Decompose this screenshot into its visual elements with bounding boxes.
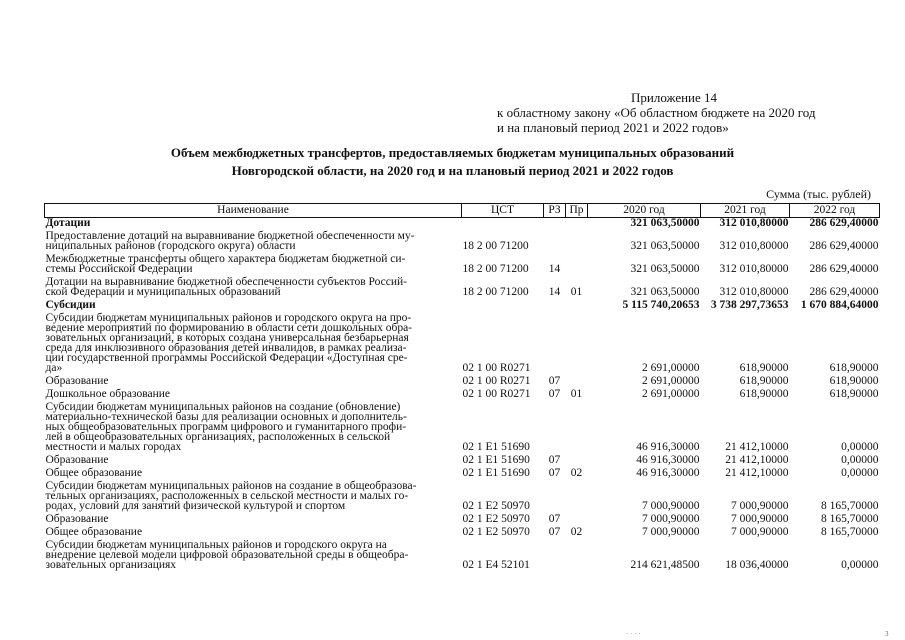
header-2021: 2021 год: [701, 204, 790, 218]
table-row: [45, 465, 880, 478]
row-2022-cell: 286 629,40000: [809, 286, 879, 298]
row-2022-cell: 286 629,40000: [809, 240, 879, 252]
units-label: Сумма (тыс. рублей): [766, 187, 871, 201]
row-name-cell: Субсидии бюджетам муниципальных районов и городского округа на внедрение целевой модели цифровой образовательной среды в общеобра- зовательных организациях: [45, 539, 409, 571]
title-line2: Новгородской области, на 2020 год и на плановый период 2021 и 2022 годов: [231, 163, 674, 178]
row-rz-cell: 07: [548, 388, 561, 400]
title-line1: Объем межбюджетных трансфертов, предоставляемых бюджетам муниципальных образований: [170, 145, 735, 160]
document-title: [0, 144, 905, 180]
header-rz: РЗ: [544, 204, 566, 218]
row-2021-cell: 618,90000: [739, 375, 789, 387]
row-pr-cell: 01: [570, 286, 583, 298]
row-2020-cell: 2 691,00000: [642, 375, 700, 387]
row-2021-cell: 312 010,80000: [719, 217, 789, 229]
row-cst-cell: 18 2 00 71200: [462, 263, 529, 275]
row-2020-cell: 46 916,30000: [636, 454, 700, 466]
table-row: [45, 297, 880, 310]
row-2021-cell: 21 412,10000: [725, 454, 789, 466]
row-2020-cell: 46 916,30000: [636, 441, 700, 453]
row-rz-cell: 07: [548, 467, 561, 479]
table-body: [45, 218, 880, 571]
appendix-number: Приложение 14: [631, 90, 718, 105]
row-2022-cell: 8 165,70000: [821, 500, 879, 512]
row-2022-cell: 618,90000: [829, 375, 879, 387]
row-rz-cell: 07: [548, 375, 561, 387]
row-2022-cell: 0,00000: [841, 454, 879, 466]
table-header-row: [45, 204, 880, 218]
row-cst-cell: 02 1 E1 51690: [462, 441, 530, 453]
row-rz-cell: 07: [548, 513, 561, 525]
row-2021-cell: 312 010,80000: [719, 240, 789, 252]
row-pr-cell: [566, 452, 588, 465]
row-2022-cell: 0,00000: [841, 441, 879, 453]
table-row: [45, 251, 880, 274]
row-name-cell: Образование: [45, 454, 109, 466]
row-2021-cell: 3 738 297,73653: [710, 299, 789, 311]
row-2022-cell: 618,90000: [829, 388, 879, 400]
row-pr-cell: [566, 251, 588, 274]
row-2021-cell: 312 010,80000: [719, 286, 789, 298]
row-pr-cell: 02: [570, 467, 583, 479]
table-row: [45, 274, 880, 297]
row-2020-cell: 321 063,50000: [630, 263, 700, 275]
row-cst-cell: 02 1 E2 50970: [462, 526, 530, 538]
row-pr-cell: [566, 511, 588, 524]
table-row: [45, 373, 880, 386]
appendix-header: [497, 90, 816, 135]
row-2022-cell: 1 670 884,64000: [800, 299, 879, 311]
table-row: [45, 524, 880, 537]
row-2020-cell: 46 916,30000: [636, 467, 700, 479]
row-name-cell: Субсидии: [45, 299, 96, 311]
row-rz-cell: 07: [548, 454, 561, 466]
row-cst-cell: 18 2 00 71200: [462, 286, 529, 298]
row-rz-cell: [544, 228, 566, 251]
row-pr-cell: [566, 218, 588, 229]
row-pr-cell: 01: [570, 388, 583, 400]
table-row: [45, 478, 880, 511]
row-pr-cell: [566, 373, 588, 386]
table-row: [45, 399, 880, 452]
row-pr-cell: [566, 478, 588, 511]
row-name-cell: Межбюджетные трансферты общего характера бюджетам бюджетной си- стемы Российской Федерации: [45, 253, 406, 275]
row-rz-cell: 07: [548, 526, 561, 538]
row-cst-cell: 02 1 00 R0271: [462, 362, 531, 374]
row-cst-cell: 02 1 00 R0271: [462, 388, 531, 400]
row-pr-cell: [566, 310, 588, 373]
row-rz-cell: [544, 310, 566, 373]
header-cst: ЦСТ: [462, 204, 544, 218]
table-row: [45, 218, 880, 229]
row-2022-cell: 0,00000: [841, 467, 879, 479]
row-2022-cell: 618,90000: [829, 362, 879, 374]
row-rz-cell: [544, 478, 566, 511]
row-pr-cell: [566, 297, 588, 310]
table-row: [45, 537, 880, 570]
row-2020-cell: 5 115 740,20653: [622, 299, 700, 311]
row-2020-cell: 7 000,90000: [642, 513, 700, 525]
row-2021-cell: 7 000,90000: [731, 513, 789, 525]
row-cst-cell: 02 1 E1 51690: [462, 467, 530, 479]
row-name-cell: Общее образование: [45, 467, 143, 479]
header-2022: 2022 год: [790, 204, 880, 218]
row-name-cell: Дотации на выравнивание бюджетной обеспеченности субъектов Россий- ской Федерации и муниципальных образований: [45, 276, 408, 298]
row-pr-cell: [566, 399, 588, 452]
row-cst-cell: 02 1 E4 52101: [462, 559, 530, 571]
row-rz-cell: 14: [548, 286, 561, 298]
table-row: [45, 228, 880, 251]
row-2022-cell: 286 629,40000: [809, 263, 879, 275]
row-2020-cell: 2 691,00000: [642, 388, 700, 400]
row-2021-cell: 7 000,90000: [731, 526, 789, 538]
row-cst-cell: 02 1 E1 51690: [462, 454, 530, 466]
row-cst-cell: [462, 218, 544, 229]
row-name-cell: Образование: [45, 513, 109, 525]
appendix-law-line2: и на плановый период 2021 и 2022 годов»: [497, 120, 729, 135]
row-name-cell: Дотации: [45, 217, 91, 229]
row-2021-cell: 7 000,90000: [731, 500, 789, 512]
row-cst-cell: 18 2 00 71200: [462, 240, 529, 252]
row-cst-cell: [462, 297, 544, 310]
table-row: [45, 386, 880, 399]
row-name-cell: Субсидии бюджетам муниципальных районов на создание в общеобразова- тельных организациях, расположенных в сельской местности и малых го- родах, условий для занятий физической культурой и спортом: [45, 480, 417, 512]
row-2021-cell: 21 412,10000: [725, 467, 789, 479]
row-2020-cell: 214 621,48500: [630, 559, 700, 571]
row-cst-cell: 02 1 E2 50970: [462, 513, 530, 525]
scan-artifact: · · · ·: [626, 630, 641, 638]
row-rz-cell: 14: [548, 263, 561, 275]
row-name-cell: Субсидии бюджетам муниципальных районов на создание (обновление) материально-технической базы для реализации основных и дополнитель- ных общеобразовательных программ цифрового и гуманитарного профи- лей в общеобразовательных организациях, расположенных в сельской местности и малых городах: [45, 401, 407, 453]
transfers-table: [44, 203, 880, 570]
header-name: Наименование: [45, 204, 462, 218]
row-2021-cell: 312 010,80000: [719, 263, 789, 275]
row-2020-cell: 7 000,90000: [642, 526, 700, 538]
row-pr-cell: [566, 228, 588, 251]
row-2022-cell: 0,00000: [841, 559, 879, 571]
appendix-law-line1: к областному закону «Об областном бюджете на 2020 год: [497, 105, 816, 120]
row-pr-cell: 02: [570, 526, 583, 538]
row-name-cell: Дошкольное образование: [45, 388, 171, 400]
table-row: [45, 511, 880, 524]
row-2021-cell: 618,90000: [739, 388, 789, 400]
row-2021-cell: 18 036,40000: [725, 559, 789, 571]
header-pr: Пр: [566, 204, 588, 218]
page-mark: 3: [885, 630, 889, 638]
row-2020-cell: 321 063,50000: [630, 240, 700, 252]
row-2022-cell: 8 165,70000: [821, 513, 879, 525]
row-rz-cell: [544, 297, 566, 310]
row-2022-cell: 8 165,70000: [821, 526, 879, 538]
row-2021-cell: 21 412,10000: [725, 441, 789, 453]
row-name-cell: Субсидии бюджетам муниципальных районов и городского округа на про- ведение мероприятий по формированию в области сети дошкольных обра- зовательных организаций, в которых создана универсальная безбарьерная среда для инклюзивного образования детей инвалидов, в рамках реализа- ции государственной программы Российской Федерации «Доступная сре- да»: [45, 312, 413, 374]
row-2020-cell: 7 000,90000: [642, 500, 700, 512]
row-name-cell: Предоставление дотаций на выравнивание бюджетной обеспеченности му- ниципальных районов (городского округа) области: [45, 230, 415, 252]
row-rz-cell: [544, 218, 566, 229]
row-name-cell: Образование: [45, 375, 109, 387]
row-name-cell: Общее образование: [45, 526, 143, 538]
row-2021-cell: 618,90000: [739, 362, 789, 374]
row-cst-cell: 02 1 00 R0271: [462, 375, 531, 387]
table-row: [45, 310, 880, 373]
row-cst-cell: 02 1 E2 50970: [462, 500, 530, 512]
table-row: [45, 452, 880, 465]
row-rz-cell: [544, 537, 566, 570]
row-rz-cell: [544, 399, 566, 452]
row-2020-cell: 321 063,50000: [630, 286, 700, 298]
row-2020-cell: 321 063,50000: [630, 217, 700, 229]
header-2020: 2020 год: [588, 204, 701, 218]
row-2020-cell: 2 691,00000: [642, 362, 700, 374]
row-2022-cell: 286 629,40000: [809, 217, 879, 229]
row-pr-cell: [566, 537, 588, 570]
